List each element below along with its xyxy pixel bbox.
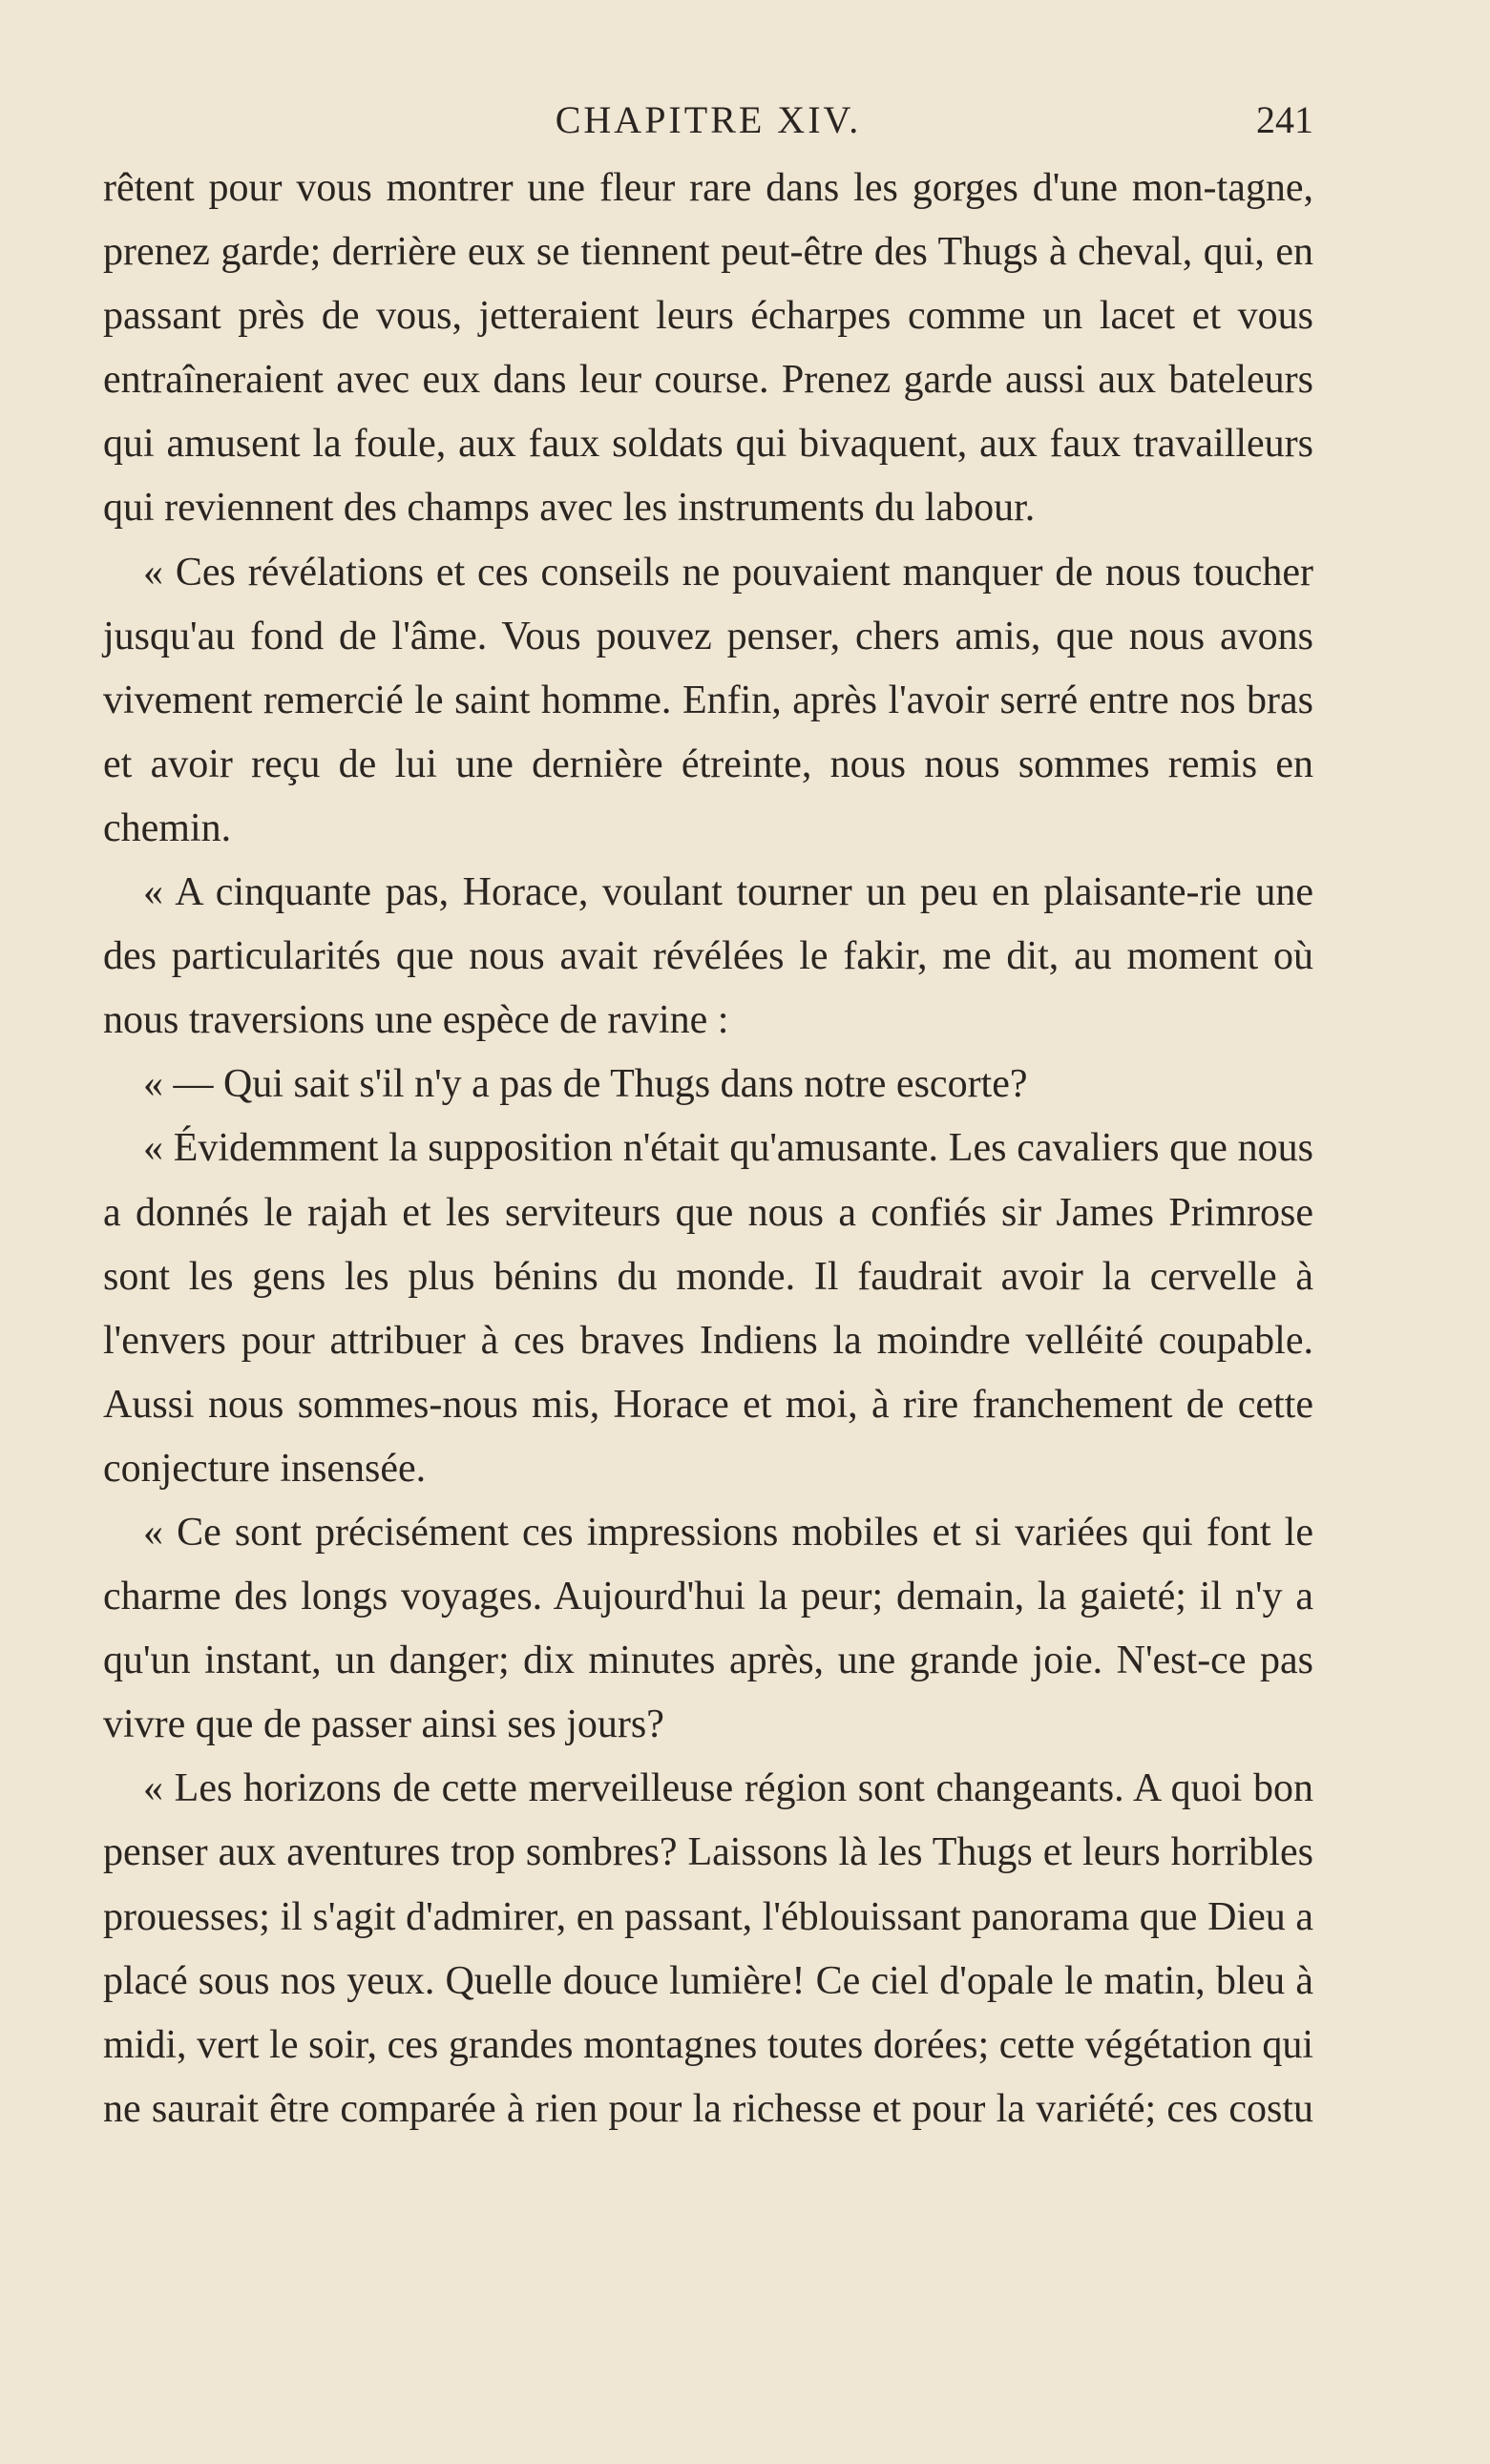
paragraph: « Ces révélations et ces conseils ne pouvaient manquer de nous toucher jusqu'au fond de l'âme. Vous pouvez penser, chers amis, que nous avons vivement remercié le saint homme. Enfin, après l'avoir serré entre nos bras et avoir reçu de lui une dernière étreinte, nous nous sommes remis en chemin. [103, 550, 1313, 850]
paragraph-continuation: rêtent pour vous montrer une fleur rare dans les gorges d'une mon-tagne, prenez garde; derrière eux se tiennent peut-être des Thugs à cheval, qui, en passant près de vous, jetteraient leurs écharpes comme un lacet et vous entraîneraient avec eux dans leur course. Prenez garde aussi aux bateleurs qui amusent la foule, aux faux soldats qui bivaquent, aux faux travailleurs qui reviennent des champs avec les instruments du labour. [103, 166, 1313, 531]
paragraph: « Ce sont précisément ces impressions mobiles et si variées qui font le charme des longs voyages. Aujourd'hui la peur; demain, la gaieté; il n'y a qu'un instant, un danger; dix minutes après, une grande joie. N'est-ce pas vivre que de passer ainsi ses jours? [103, 1510, 1313, 1747]
paragraph: « A cinquante pas, Horace, voulant tourner un peu en plaisante-rie une des particularités que nous avait révélées le fakir, me dit, au moment où nous traversions une espèce de ravine : [103, 870, 1313, 1043]
page-number: 241 [1256, 98, 1313, 141]
chapter-title: CHAPITRE XIV. [555, 98, 862, 141]
paragraph: « Évidemment la supposition n'était qu'amusante. Les cavaliers que nous a donnés le rajah et les serviteurs que nous a confiés sir James Primrose sont les gens les plus bénins du monde. Il faudrait avoir la cervelle à l'envers pour attribuer à ces braves Indiens la moindre velléité coupable. Aussi nous sommes-nous mis, Horace et moi, à rire franchement de cette conjecture insensée. [103, 1126, 1313, 1491]
running-head [103, 95, 1313, 145]
paragraph-continued: « Les horizons de cette merveilleuse région sont changeants. A quoi bon penser aux aventures trop sombres? Laissons là les Thugs et leurs horribles prouesses; il s'agit d'admirer, en passant, l'éblouissant panorama que Dieu a placé sous nos yeux. Quelle douce lumière! Ce ciel d'opale le matin, bleu à midi, vert le soir, ces grandes montagnes toutes dorées; cette végétation qui ne saurait être comparée à rien pour la richesse et pour la variété; ces costu [103, 1766, 1313, 2131]
body-text [103, 157, 1313, 2141]
paragraph-dialogue: « — Qui sait s'il n'y a pas de Thugs dans notre escorte? [143, 1062, 1028, 1107]
